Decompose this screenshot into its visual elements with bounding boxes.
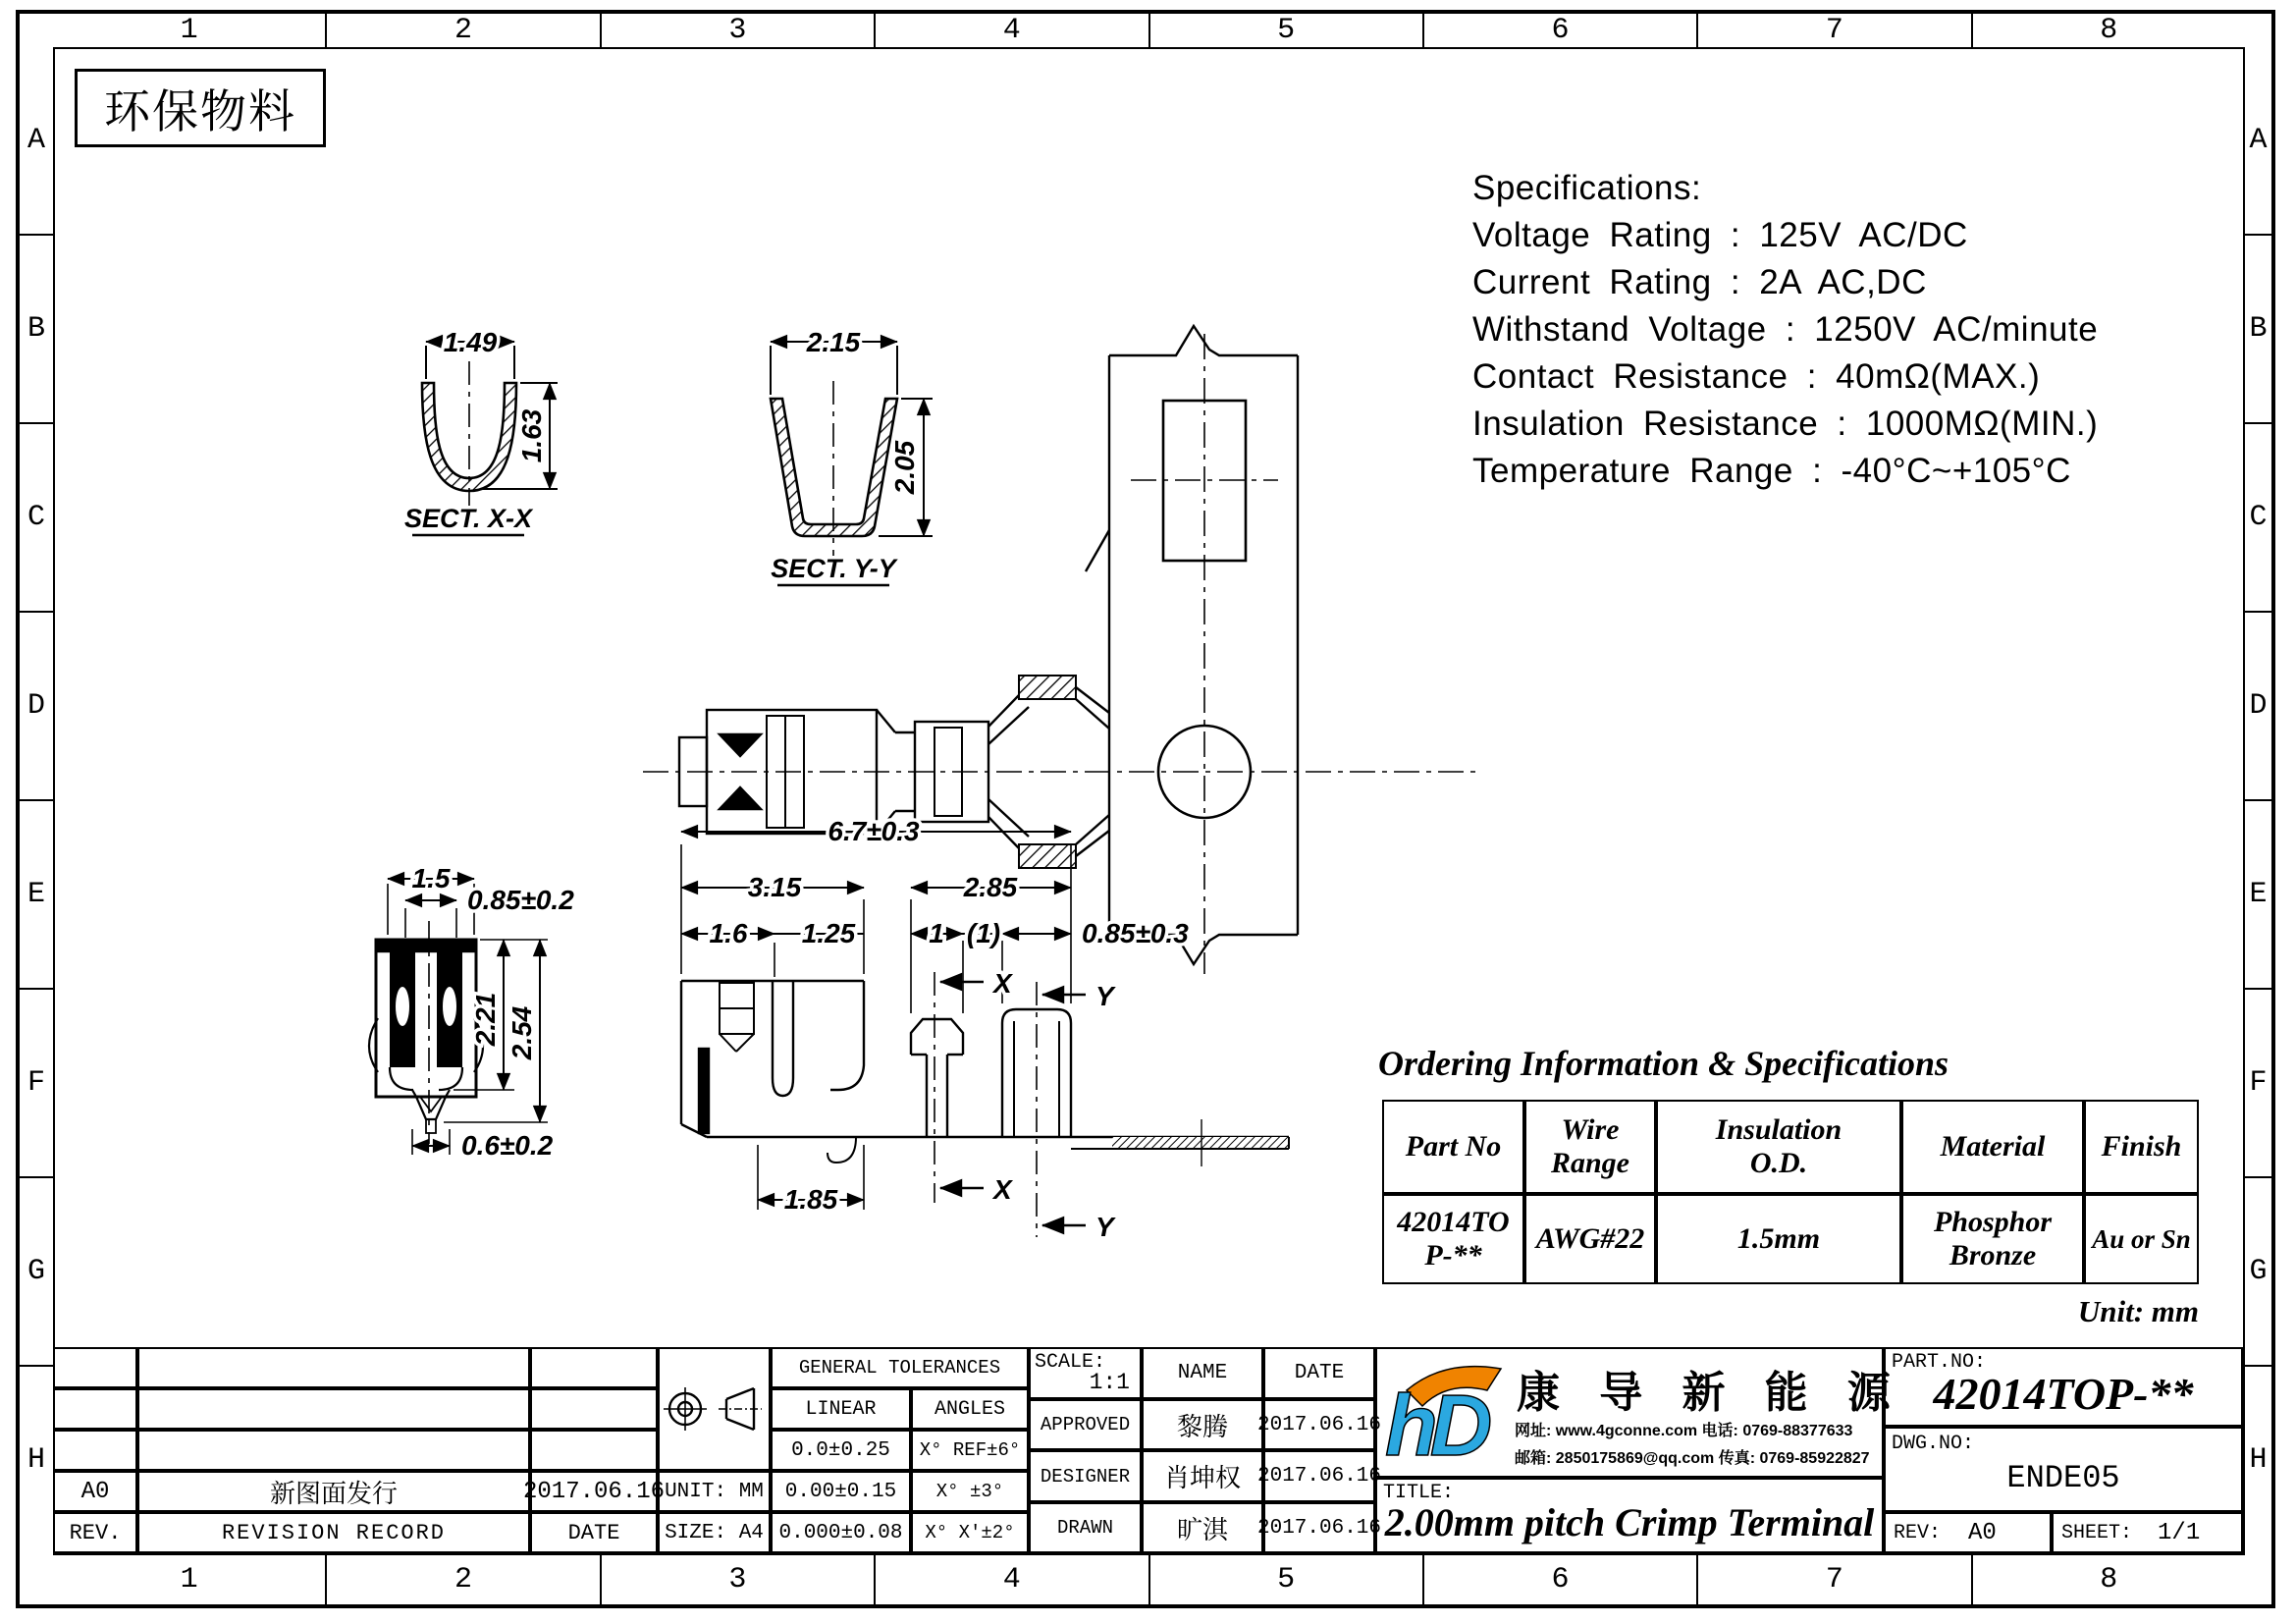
drawn-date: 2017.06.16 — [1263, 1502, 1375, 1553]
cut-label-y: Y — [1095, 981, 1114, 1011]
spec-line: Temperature Range : -40°C~+105°C — [1472, 452, 2071, 490]
projection-symbol-cell — [658, 1347, 771, 1471]
grid-col-label: 3 — [602, 14, 876, 47]
ordering-value-insulation: 1.5mm — [1656, 1194, 1901, 1284]
rev-value: A0 — [1968, 1519, 1997, 1546]
grid-col-label: 5 — [1150, 14, 1424, 47]
title-cell — [1375, 1478, 1884, 1553]
approved-role: APPROVED — [1029, 1399, 1142, 1450]
scale-cell — [1029, 1347, 1142, 1399]
dim-front-inner-width: 0.85±0.2 — [467, 885, 574, 915]
grid-col-label: 6 — [1424, 1555, 1698, 1604]
ordering-value-wire-range: AWG#22 — [1524, 1194, 1656, 1284]
dim-sect-xx-height: 1.63 — [516, 408, 547, 463]
grid-row-label: F — [20, 990, 53, 1178]
company-cell — [1375, 1347, 1904, 1478]
dim-side-e: 1.85 — [783, 1184, 838, 1215]
tolerance-linear-2: 0.00±0.15 — [771, 1471, 911, 1512]
title-label: TITLE: — [1383, 1482, 1455, 1504]
grid-row-label: C — [20, 424, 53, 613]
dim-side-c-ref: (1) — [966, 918, 1001, 948]
tolerances-title: GENERAL TOLERANCES — [771, 1347, 1029, 1388]
drawn-role: DRAWN — [1029, 1502, 1142, 1553]
ordering-header-wire-range: Wire Range — [1524, 1100, 1656, 1194]
revision-entry-record: 新图面发行 — [137, 1471, 530, 1512]
cut-label-x: X — [993, 1174, 1012, 1205]
revision-cell-empty — [53, 1430, 137, 1471]
revision-cell-empty — [137, 1347, 530, 1388]
grid-col-label: 8 — [2100, 1563, 2118, 1597]
grid-col-label: 7 — [1698, 14, 1972, 47]
grid-col-label: 4 — [876, 14, 1149, 47]
dwg-no-label: DWG.NO: — [1892, 1433, 1975, 1455]
size-cell: SIZE: A4 — [658, 1512, 771, 1553]
revision-cell-empty — [137, 1388, 530, 1430]
rev-label: REV: — [1894, 1521, 1942, 1544]
part-no-label: PART.NO: — [1892, 1351, 1987, 1374]
ordering-value-part-no: 42014TOP-** — [1382, 1194, 1524, 1284]
company-logo — [1385, 1355, 1507, 1473]
grid-col-label: 2 — [327, 1555, 601, 1604]
company-contact-line2: 邮箱: 2850175869@qq.com 传真: 0769-85922827 — [1515, 1450, 1870, 1467]
tolerance-angle-1: X° REF±6° — [911, 1430, 1029, 1471]
dim-sect-yy-height: 2.05 — [889, 440, 920, 495]
sheet-value: 1/1 — [2158, 1519, 2201, 1546]
spec-line: Withstand Voltage : 1250V AC/minute — [1472, 310, 2099, 349]
ordering-table-title: Ordering Information & Specifications — [1378, 1044, 1949, 1083]
dim-sect-yy-width: 2.15 — [806, 327, 861, 357]
grid-col-label: 7 — [1698, 1555, 1972, 1604]
revision-cell-empty — [137, 1430, 530, 1471]
rev-cell — [1884, 1512, 2052, 1553]
grid-col-label: 3 — [602, 1555, 876, 1604]
dim-front-outer-height: 2.54 — [507, 1005, 537, 1060]
dim-side-overall: 6.7±0.3 — [828, 816, 920, 846]
revision-entry-date: 2017.06.16 — [530, 1471, 658, 1512]
revision-footer-record: REVISION RECORD — [137, 1512, 530, 1553]
revision-cell-empty — [530, 1430, 658, 1471]
dim-side-c: 1 — [929, 918, 944, 948]
grid-col-label: 6 — [1424, 14, 1698, 47]
grid-row-label: A — [2245, 47, 2271, 236]
spec-line: Insulation Resistance : 1000MΩ(MIN.) — [1472, 405, 2099, 443]
grid-row-label: C — [2245, 424, 2271, 613]
grid-col-label: 1 — [53, 1555, 327, 1604]
grid-row-label: H — [27, 1443, 45, 1477]
cut-label-y: Y — [1095, 1212, 1114, 1242]
dim-side-d: 0.85±0.3 — [1082, 918, 1189, 948]
specifications-title: Specifications: — [1472, 169, 1702, 207]
unit-cell: UNIT: MM — [658, 1471, 771, 1512]
revision-footer-rev: REV. — [53, 1512, 137, 1553]
dim-side-a: 1.6 — [709, 918, 748, 948]
eco-material-note: 环保物料 — [75, 69, 326, 147]
drawn-name: 旷淇 — [1142, 1502, 1263, 1553]
name-header: NAME — [1142, 1347, 1263, 1399]
grid-row-label: E — [2245, 801, 2271, 990]
section-xx-label: SECT. X-X — [403, 504, 533, 533]
tolerances-angles-label: ANGLES — [911, 1388, 1029, 1430]
dim-sect-xx-width: 1.49 — [443, 327, 498, 357]
section-yy-label: SECT. Y-Y — [771, 554, 896, 583]
revision-footer-date: DATE — [530, 1512, 658, 1553]
drawing-title: 2.00mm pitch Crimp Terminal — [1384, 1500, 1875, 1544]
section-xx-view — [404, 327, 558, 535]
grid-col-label: 5 — [1150, 1555, 1424, 1604]
grid-col-label: 1 — [53, 14, 327, 47]
scale-label: SCALE: — [1035, 1351, 1106, 1374]
grid-row-label: H — [2249, 1443, 2268, 1477]
part-no-cell — [1884, 1347, 2243, 1427]
part-no-value: 42014TOP-** — [1933, 1369, 2194, 1419]
grid-row-label: B — [20, 236, 53, 424]
revision-cell-empty — [530, 1347, 658, 1388]
designer-date: 2017.06.16 — [1263, 1450, 1375, 1502]
spec-line: Voltage Rating : 125V AC/DC — [1472, 216, 1968, 254]
dwg-no-cell — [1884, 1427, 2243, 1512]
dim-side-b: 1.25 — [801, 918, 856, 948]
dim-front-outer-width: 1.5 — [411, 863, 451, 893]
ordering-header-material: Material — [1901, 1100, 2084, 1194]
tolerance-linear-3: 0.000±0.08 — [771, 1512, 911, 1553]
dim-side-left: 3.15 — [747, 872, 802, 902]
third-angle-projection-icon — [664, 1380, 766, 1437]
scale-value: 1:1 — [1089, 1370, 1130, 1395]
company-name: 康 导 新 能 源 — [1517, 1369, 1904, 1417]
ordering-header-finish: Finish — [2084, 1100, 2199, 1194]
logo-text: hD — [1385, 1377, 1485, 1473]
grid-row-label: B — [2245, 236, 2271, 424]
dim-front-inner-height: 2.21 — [470, 992, 501, 1047]
ordering-value-material: Phosphor Bronze — [1901, 1194, 2084, 1284]
spec-line: Current Rating : 2A AC,DC — [1472, 263, 1927, 301]
dwg-no-value: ENDE05 — [2006, 1460, 2120, 1496]
side-view — [681, 816, 1289, 1242]
designer-name: 肖坤权 — [1142, 1450, 1263, 1502]
section-yy-view — [771, 327, 933, 585]
sheet-cell — [2052, 1512, 2243, 1553]
grid-row-label: G — [2245, 1178, 2271, 1367]
front-view — [369, 863, 574, 1161]
date-header: DATE — [1263, 1347, 1375, 1399]
revision-cell-empty — [53, 1388, 137, 1430]
revision-cell-empty — [530, 1388, 658, 1430]
revision-entry-rev: A0 — [53, 1471, 137, 1512]
dim-front-bottom-width: 0.6±0.2 — [461, 1130, 554, 1161]
ordering-value-finish: Au or Sn — [2084, 1194, 2199, 1284]
grid-row-label: F — [2245, 990, 2271, 1178]
dim-side-right: 2.85 — [963, 872, 1018, 902]
tolerance-angle-3: X° X'±2° — [911, 1512, 1029, 1553]
cut-label-x: X — [993, 968, 1012, 999]
spec-line: Contact Resistance : 40mΩ(MAX.) — [1472, 357, 2041, 396]
designer-role: DESIGNER — [1029, 1450, 1142, 1502]
tolerances-linear-label: LINEAR — [771, 1388, 911, 1430]
unit-note: Unit: mm — [2077, 1294, 2199, 1328]
ordering-header-part-no: Part No — [1382, 1100, 1524, 1194]
tolerance-angle-2: X° ±3° — [911, 1471, 1029, 1512]
company-contact-line1: 网址: www.4gconne.com 电话: 0769-88377633 — [1515, 1423, 1853, 1439]
grid-row-label: E — [20, 801, 53, 990]
grid-col-label: 8 — [2100, 14, 2118, 47]
revision-cell-empty — [53, 1347, 137, 1388]
grid-row-label: D — [20, 613, 53, 801]
grid-row-label: G — [20, 1178, 53, 1367]
approved-date: 2017.06.16 — [1263, 1399, 1375, 1450]
grid-row-label: D — [2245, 613, 2271, 801]
ordering-header-insulation: Insulation O.D. — [1656, 1100, 1901, 1194]
approved-name: 黎腾 — [1142, 1399, 1263, 1450]
tolerance-linear-1: 0.0±0.25 — [771, 1430, 911, 1471]
grid-col-label: 4 — [876, 1555, 1149, 1604]
grid-col-label: 2 — [327, 14, 601, 47]
grid-row-label: A — [20, 47, 53, 236]
sheet-label: SHEET: — [2061, 1521, 2133, 1544]
